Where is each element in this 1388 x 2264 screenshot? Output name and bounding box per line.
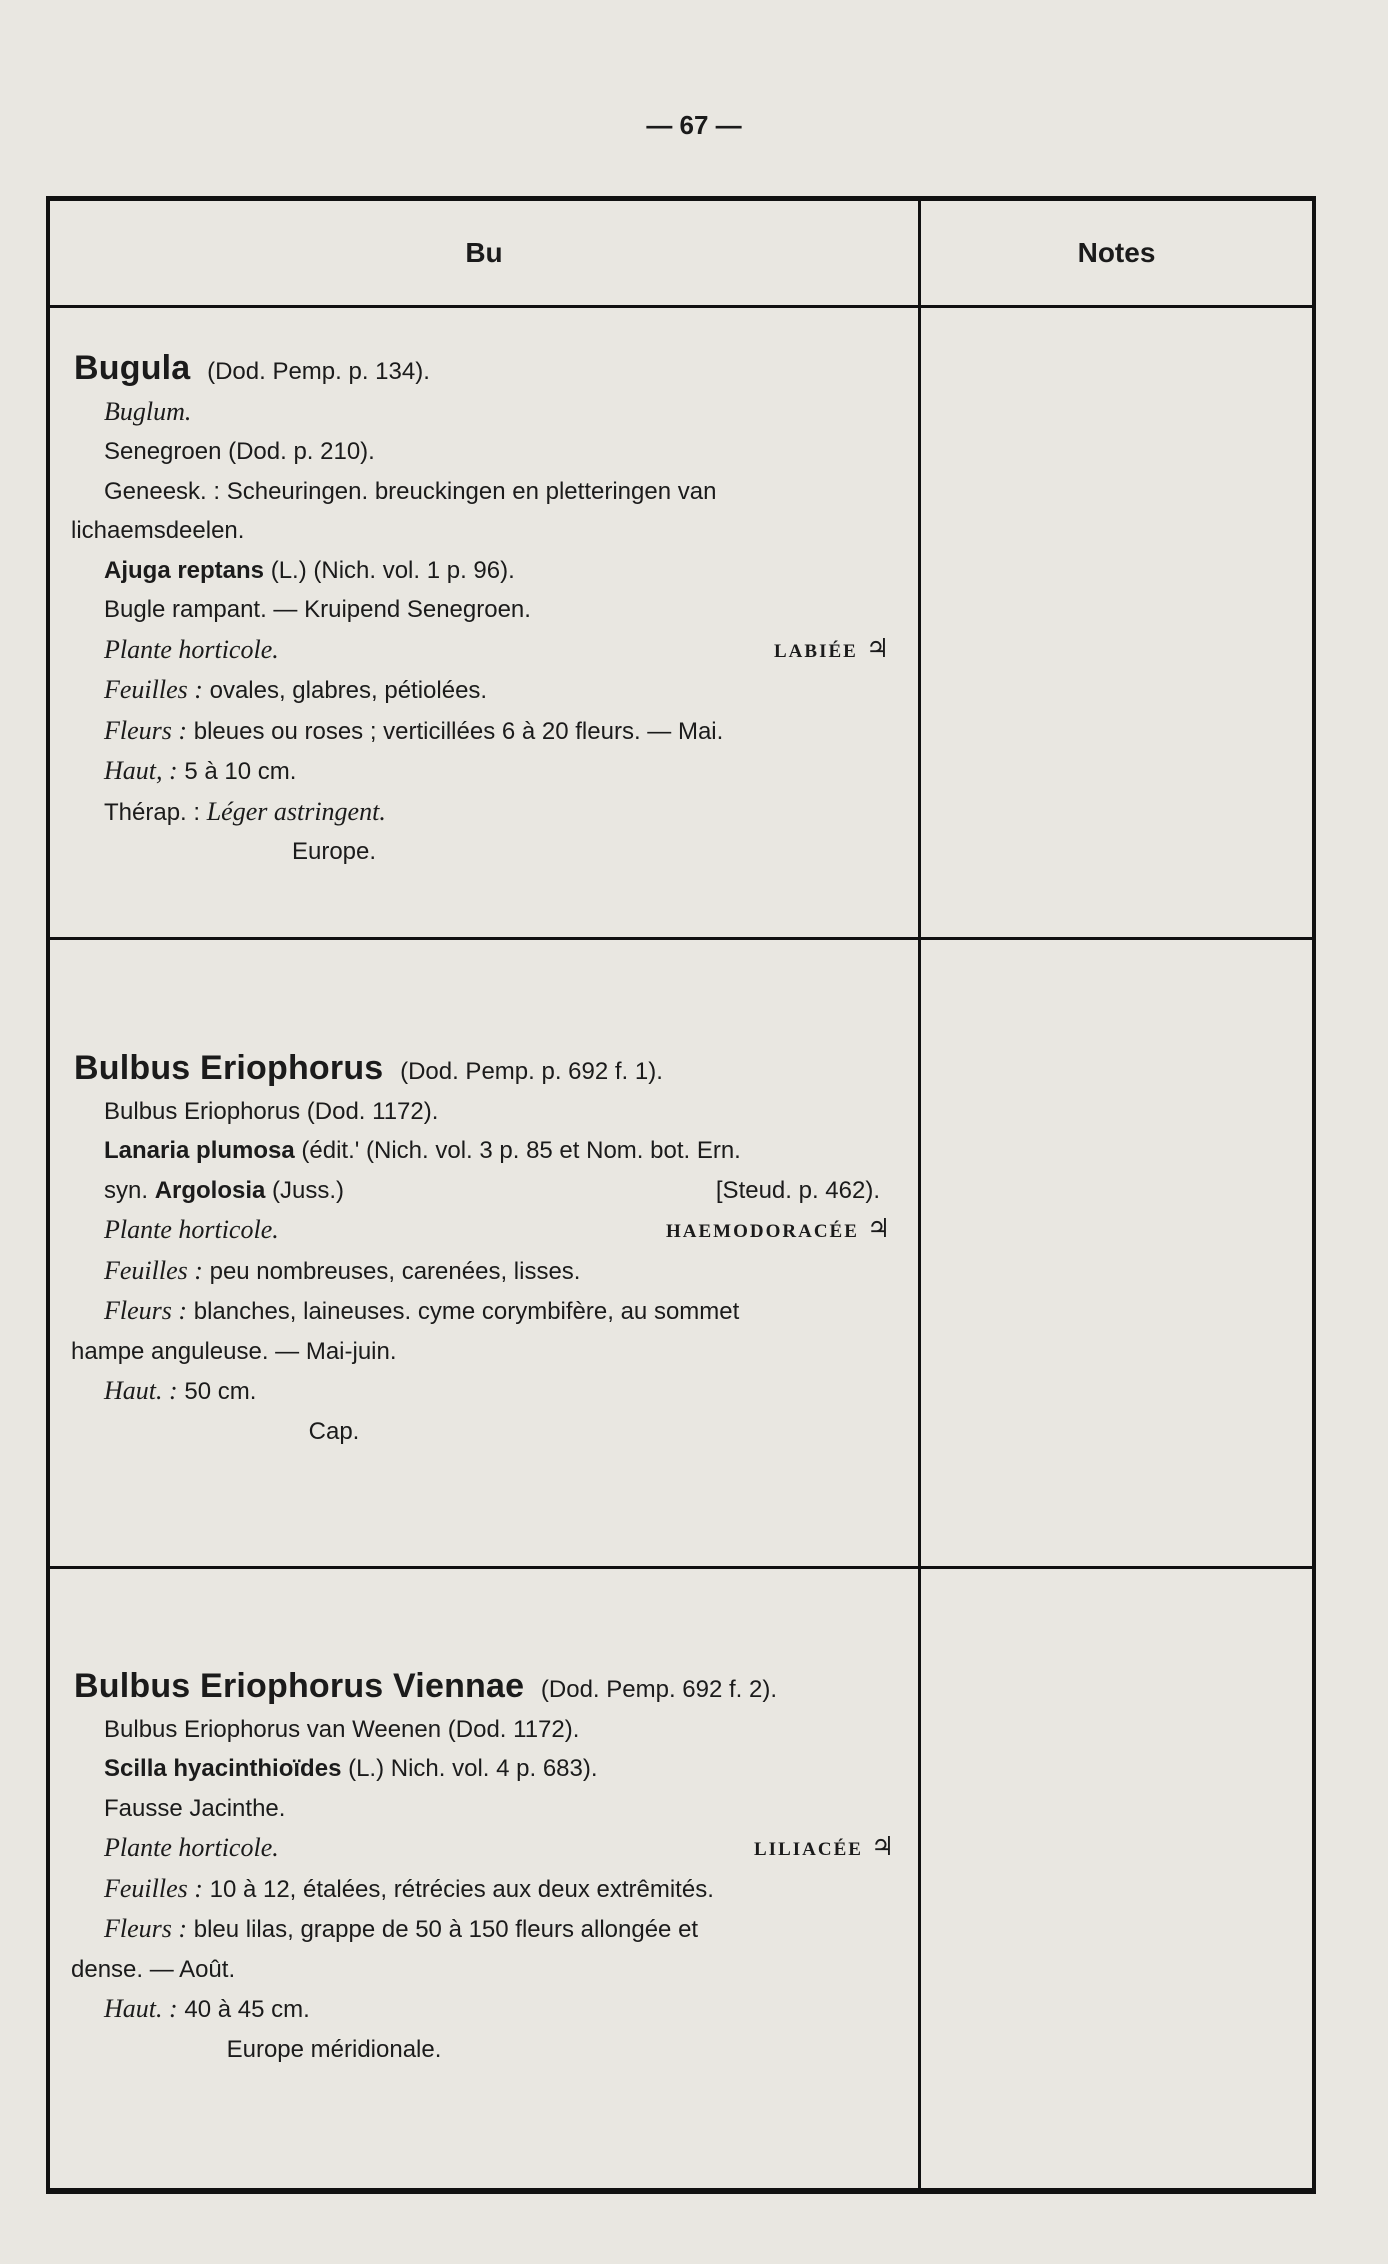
region: Cap.	[308, 1417, 360, 1445]
height-label: Haut, :	[104, 756, 178, 785]
plant-type: Plante horticole.	[104, 634, 279, 664]
flowers-label: Fleurs :	[104, 1914, 188, 1943]
botanical-name: Lanaria plumosa	[104, 1137, 295, 1164]
family-label: HAEMODORACÉE ♃	[666, 1214, 893, 1244]
plant-type: Plante horticole.	[104, 1833, 279, 1862]
flowers-desc: bleu lilas, grappe de 50 à 150 fleurs allongée et	[193, 1916, 699, 1943]
dodoens-name: Bulbus Eriophorus (Dod. 1172).	[104, 1097, 439, 1125]
leaves-desc: ovales, glabres, pétiolées.	[209, 677, 488, 704]
height-label: Haut. :	[104, 1376, 178, 1405]
entry-reference: (Dod. Pemp. 692 f. 2).	[540, 1676, 778, 1703]
flowers-label: Fleurs :	[104, 1296, 188, 1325]
family-label: LABIÉE ♃	[774, 633, 892, 664]
row-separator	[50, 1566, 1312, 1569]
syn-label: syn.	[104, 1176, 149, 1204]
column-divider	[918, 201, 921, 2188]
botanical-ref: (édit.' (Nich. vol. 3 p. 85 et Nom. bot. Ern.	[301, 1137, 741, 1164]
common-name: Fausse Jacinthe.	[104, 1794, 286, 1822]
height-value: 5 à 10 cm.	[184, 758, 297, 785]
leaves-desc: peu nombreuses, carenées, lisses.	[209, 1257, 581, 1285]
medicinal-use: Geneesk. : Scheuringen. breuckingen en pletteringen van	[104, 477, 717, 505]
perennial-symbol: ♃	[870, 1832, 897, 1862]
dodoens-name: Bulbus Eriophorus van Weenen (Dod. 1172).	[104, 1715, 580, 1743]
region: Europe.	[291, 838, 377, 865]
leaves-label: Feuilles :	[104, 675, 203, 704]
flowers-desc-cont: hampe anguleuse. — Mai-juin.	[71, 1337, 397, 1365]
height-label: Haut. :	[104, 1994, 178, 2023]
entry-title: Bulbus Eriophorus	[74, 1049, 384, 1087]
table-header	[50, 201, 1312, 308]
height-value: 50 cm.	[184, 1378, 257, 1405]
table-frame	[46, 196, 1316, 2194]
perennial-symbol: ♃	[865, 633, 892, 664]
synonym-author: (Juss.)	[272, 1176, 345, 1204]
therapy-label: Thérap. :	[104, 798, 201, 826]
entry-bulbus-eriophorus-viennae	[71, 1667, 904, 2069]
steudel-ref: [Steud. p. 462).	[715, 1176, 880, 1204]
page-number: — 67 —	[646, 110, 742, 140]
height-value: 40 à 45 cm.	[184, 1996, 310, 2023]
leaves-label: Feuilles :	[104, 1873, 203, 1903]
family-label: LILIACÉE ♃	[754, 1832, 897, 1862]
common-names: Bugle rampant. — Kruipend Senegroen.	[104, 596, 531, 623]
synonym: Buglum.	[104, 396, 192, 426]
flowers-label: Fleurs :	[104, 715, 188, 745]
entry-bugula	[71, 349, 904, 872]
botanical-name: Scilla hyacinthioïdes	[104, 1755, 342, 1782]
botanical-ref: (L.) (Nich. vol. 1 p. 96).	[270, 556, 515, 584]
entry-reference: (Dod. Pemp. p. 134).	[207, 358, 430, 385]
plant-type: Plante horticole.	[104, 1215, 279, 1244]
medicinal-use-cont: lichaemsdeelen.	[71, 517, 245, 544]
entry-bulbus-eriophorus	[71, 1049, 904, 1451]
therapy-value: Léger astringent.	[206, 796, 386, 826]
entry-title: Bulbus Eriophorus Viennae	[74, 1667, 525, 1705]
region: Europe méridionale.	[226, 2035, 442, 2063]
synonym-name: Argolosia	[154, 1176, 266, 1204]
header-bu: Bu	[465, 237, 503, 268]
perennial-symbol: ♃	[866, 1214, 893, 1244]
entry-title: Bugula	[74, 349, 191, 387]
entry-reference: (Dod. Pemp. p. 692 f. 1).	[400, 1058, 663, 1085]
flowers-desc: blanches, laineuses. cyme corymbifère, au sommet	[193, 1298, 740, 1325]
botanical-ref: (L.) Nich. vol. 4 p. 683).	[348, 1755, 598, 1782]
botanical-name: Ajuga reptans	[104, 556, 265, 584]
leaves-desc: 10 à 12, étalées, rétrécies aux deux extrêmités.	[209, 1875, 714, 1903]
leaves-label: Feuilles :	[104, 1255, 203, 1285]
row-separator	[50, 937, 1312, 940]
flowers-desc-cont: dense. — Août.	[71, 1955, 236, 1983]
flowers-desc: bleues ou roses ; verticillées 6 à 20 fleurs. — Mai.	[193, 717, 724, 745]
header-notes: Notes	[1077, 237, 1156, 268]
dutch-name: Senegroen (Dod. p. 210).	[104, 438, 375, 465]
